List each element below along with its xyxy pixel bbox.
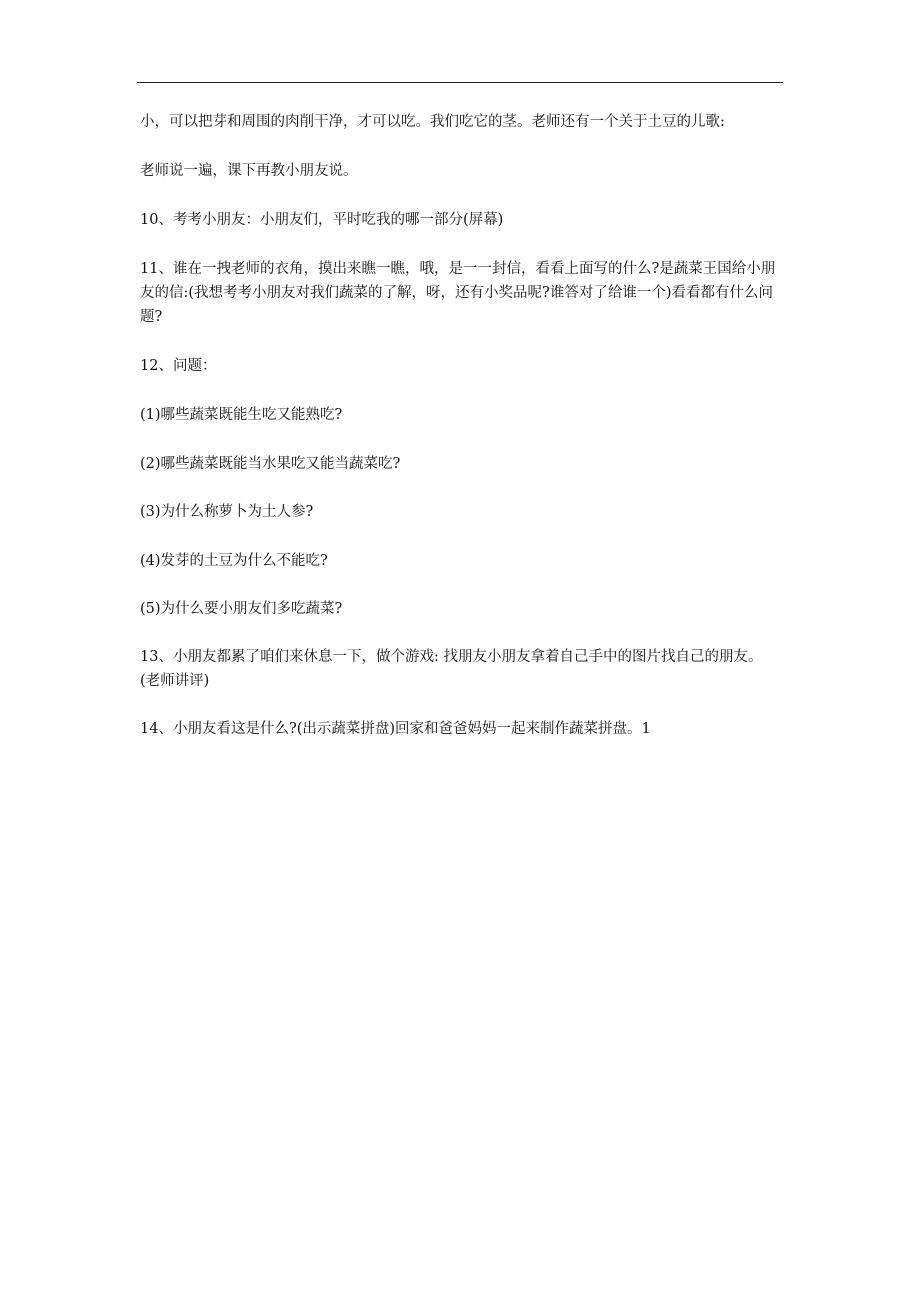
- question-2: (2)哪些蔬菜既能当水果吃又能当蔬菜吃?: [140, 456, 401, 472]
- header-rule: [137, 82, 783, 83]
- paragraph-step-10: 10、考考小朋友：小朋友们，平时吃我的哪一部分(屏幕): [140, 212, 504, 228]
- paragraph-teacher-says: 老师说一遍，课下再教小朋友说。: [140, 163, 358, 179]
- paragraph-step-13: 13、小朋友都累了咱们来休息一下，做个游戏: 找朋友小朋友拿着自己手中的图片找自己的朋友。(老师讲评): [140, 649, 763, 689]
- paragraph-potato-sprout: 小，可以把芽和周围的肉削干净，才可以吃。我们吃它的茎。老师还有一个关于土豆的儿歌:: [140, 114, 725, 130]
- paragraph-step-12: 12、问题：: [140, 358, 217, 374]
- question-3: (3)为什么称萝卜为土人参?: [140, 504, 314, 520]
- question-4: (4)发芽的土豆为什么不能吃?: [140, 553, 328, 569]
- question-1: (1)哪些蔬菜既能生吃又能熟吃?: [140, 407, 343, 423]
- paragraph-step-11: 11、谁在一拽老师的衣角，摸出来瞧一瞧，哦，是一一封信，看看上面写的什么?是蔬菜王国给小朋友的信:(我想考考小朋友对我们蔬菜的了解，呀，还有小奖品呢?谁答对了给谁一个)看看都有什么问题?: [140, 261, 776, 325]
- question-5: (5)为什么要小朋友们多吃蔬菜?: [140, 601, 343, 617]
- paragraph-step-14: 14、小朋友看这是什么?(出示蔬菜拼盘)回家和爸爸妈妈一起来制作蔬菜拼盘。1: [140, 721, 651, 737]
